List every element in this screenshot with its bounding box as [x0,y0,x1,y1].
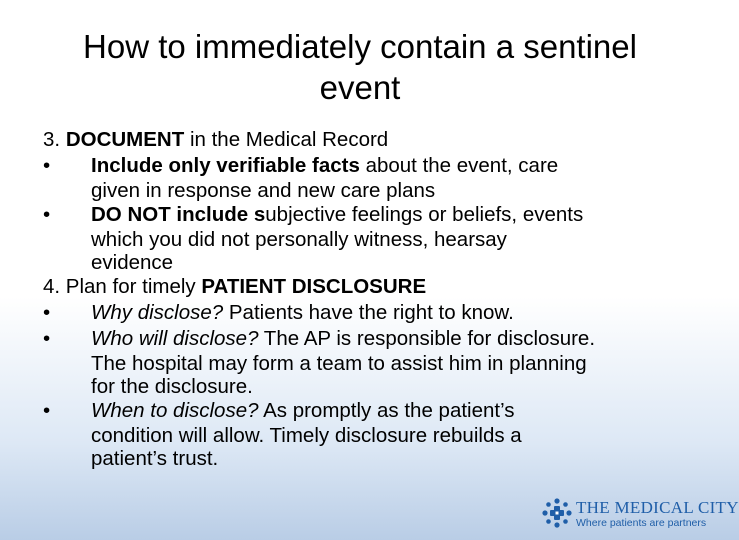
bullet-why-disclose-question: Why disclose? [91,301,224,324]
bullet-symbol: • [43,301,51,324]
section-4-text: Plan for timely [60,275,202,298]
bullet-why-disclose-text: Patients have the right to know. [223,301,514,324]
bullet-who-disclose-cont-2: for the disclosure. [91,375,253,398]
bullet-symbol: • [43,154,51,177]
bullet-who-disclose-question: Who will disclose? [91,327,259,350]
section-4-number: 4. [43,275,61,298]
bullet-verifiable-facts-bold: Include only verifiable facts [91,154,360,177]
bullet-verifiable-facts-text: about the event, care [359,154,559,177]
bullet-when-disclose-text: As promptly as the patient’s [258,399,515,422]
bullet-do-not-include-bold: DO NOT include s [91,203,266,226]
slide-title [40,26,680,108]
bullet-verifiable-facts [43,153,703,179]
section-3-heading [43,127,703,153]
bullet-do-not-include [43,202,703,228]
bullet-who-disclose [43,326,703,352]
bullet-who-disclose-cont-1: The hospital may form a team to assist him in planning [91,352,587,375]
bullet-when-disclose-cont-1: condition will allow. Timely disclosure rebuilds a [91,424,522,447]
section-4-keyword: PATIENT DISCLOSURE [201,275,427,298]
bullet-do-not-include-cont-2: evidence [91,251,174,274]
bullet-why-disclose [43,300,703,326]
bullet-when-disclose [43,398,703,424]
slide-title-line-1: How to immediately contain a sentinel [83,28,637,65]
slide-title-line-2: event [319,69,401,106]
section-3-text: in the Medical Record [184,128,389,151]
logo-name: THE MEDICAL CITY [576,498,739,517]
bullet-symbol: • [43,327,51,350]
bullet-when-disclose-question: When to disclose? [91,399,259,422]
medical-city-emblem-icon [542,498,572,528]
medical-city-logo [542,494,739,534]
bullet-when-disclose-cont-2: patient’s trust. [91,447,219,470]
bullet-verifiable-facts-cont: given in response and new care plans [91,179,436,202]
section-4-heading [43,274,703,300]
section-3-number: 3. [43,128,61,151]
slide-body [43,127,703,470]
bullet-symbol: • [43,203,51,226]
bullet-do-not-include-cont-1: which you did not personally witness, hearsay [91,228,507,251]
bullet-who-disclose-text: The AP is responsible for disclosure. [258,327,596,350]
logo-tagline: Where patients are partners [576,517,707,529]
bullet-symbol: • [43,399,51,422]
bullet-do-not-include-text: ubjective feelings or beliefs, events [265,203,584,226]
section-3-keyword: DOCUMENT [65,128,185,151]
